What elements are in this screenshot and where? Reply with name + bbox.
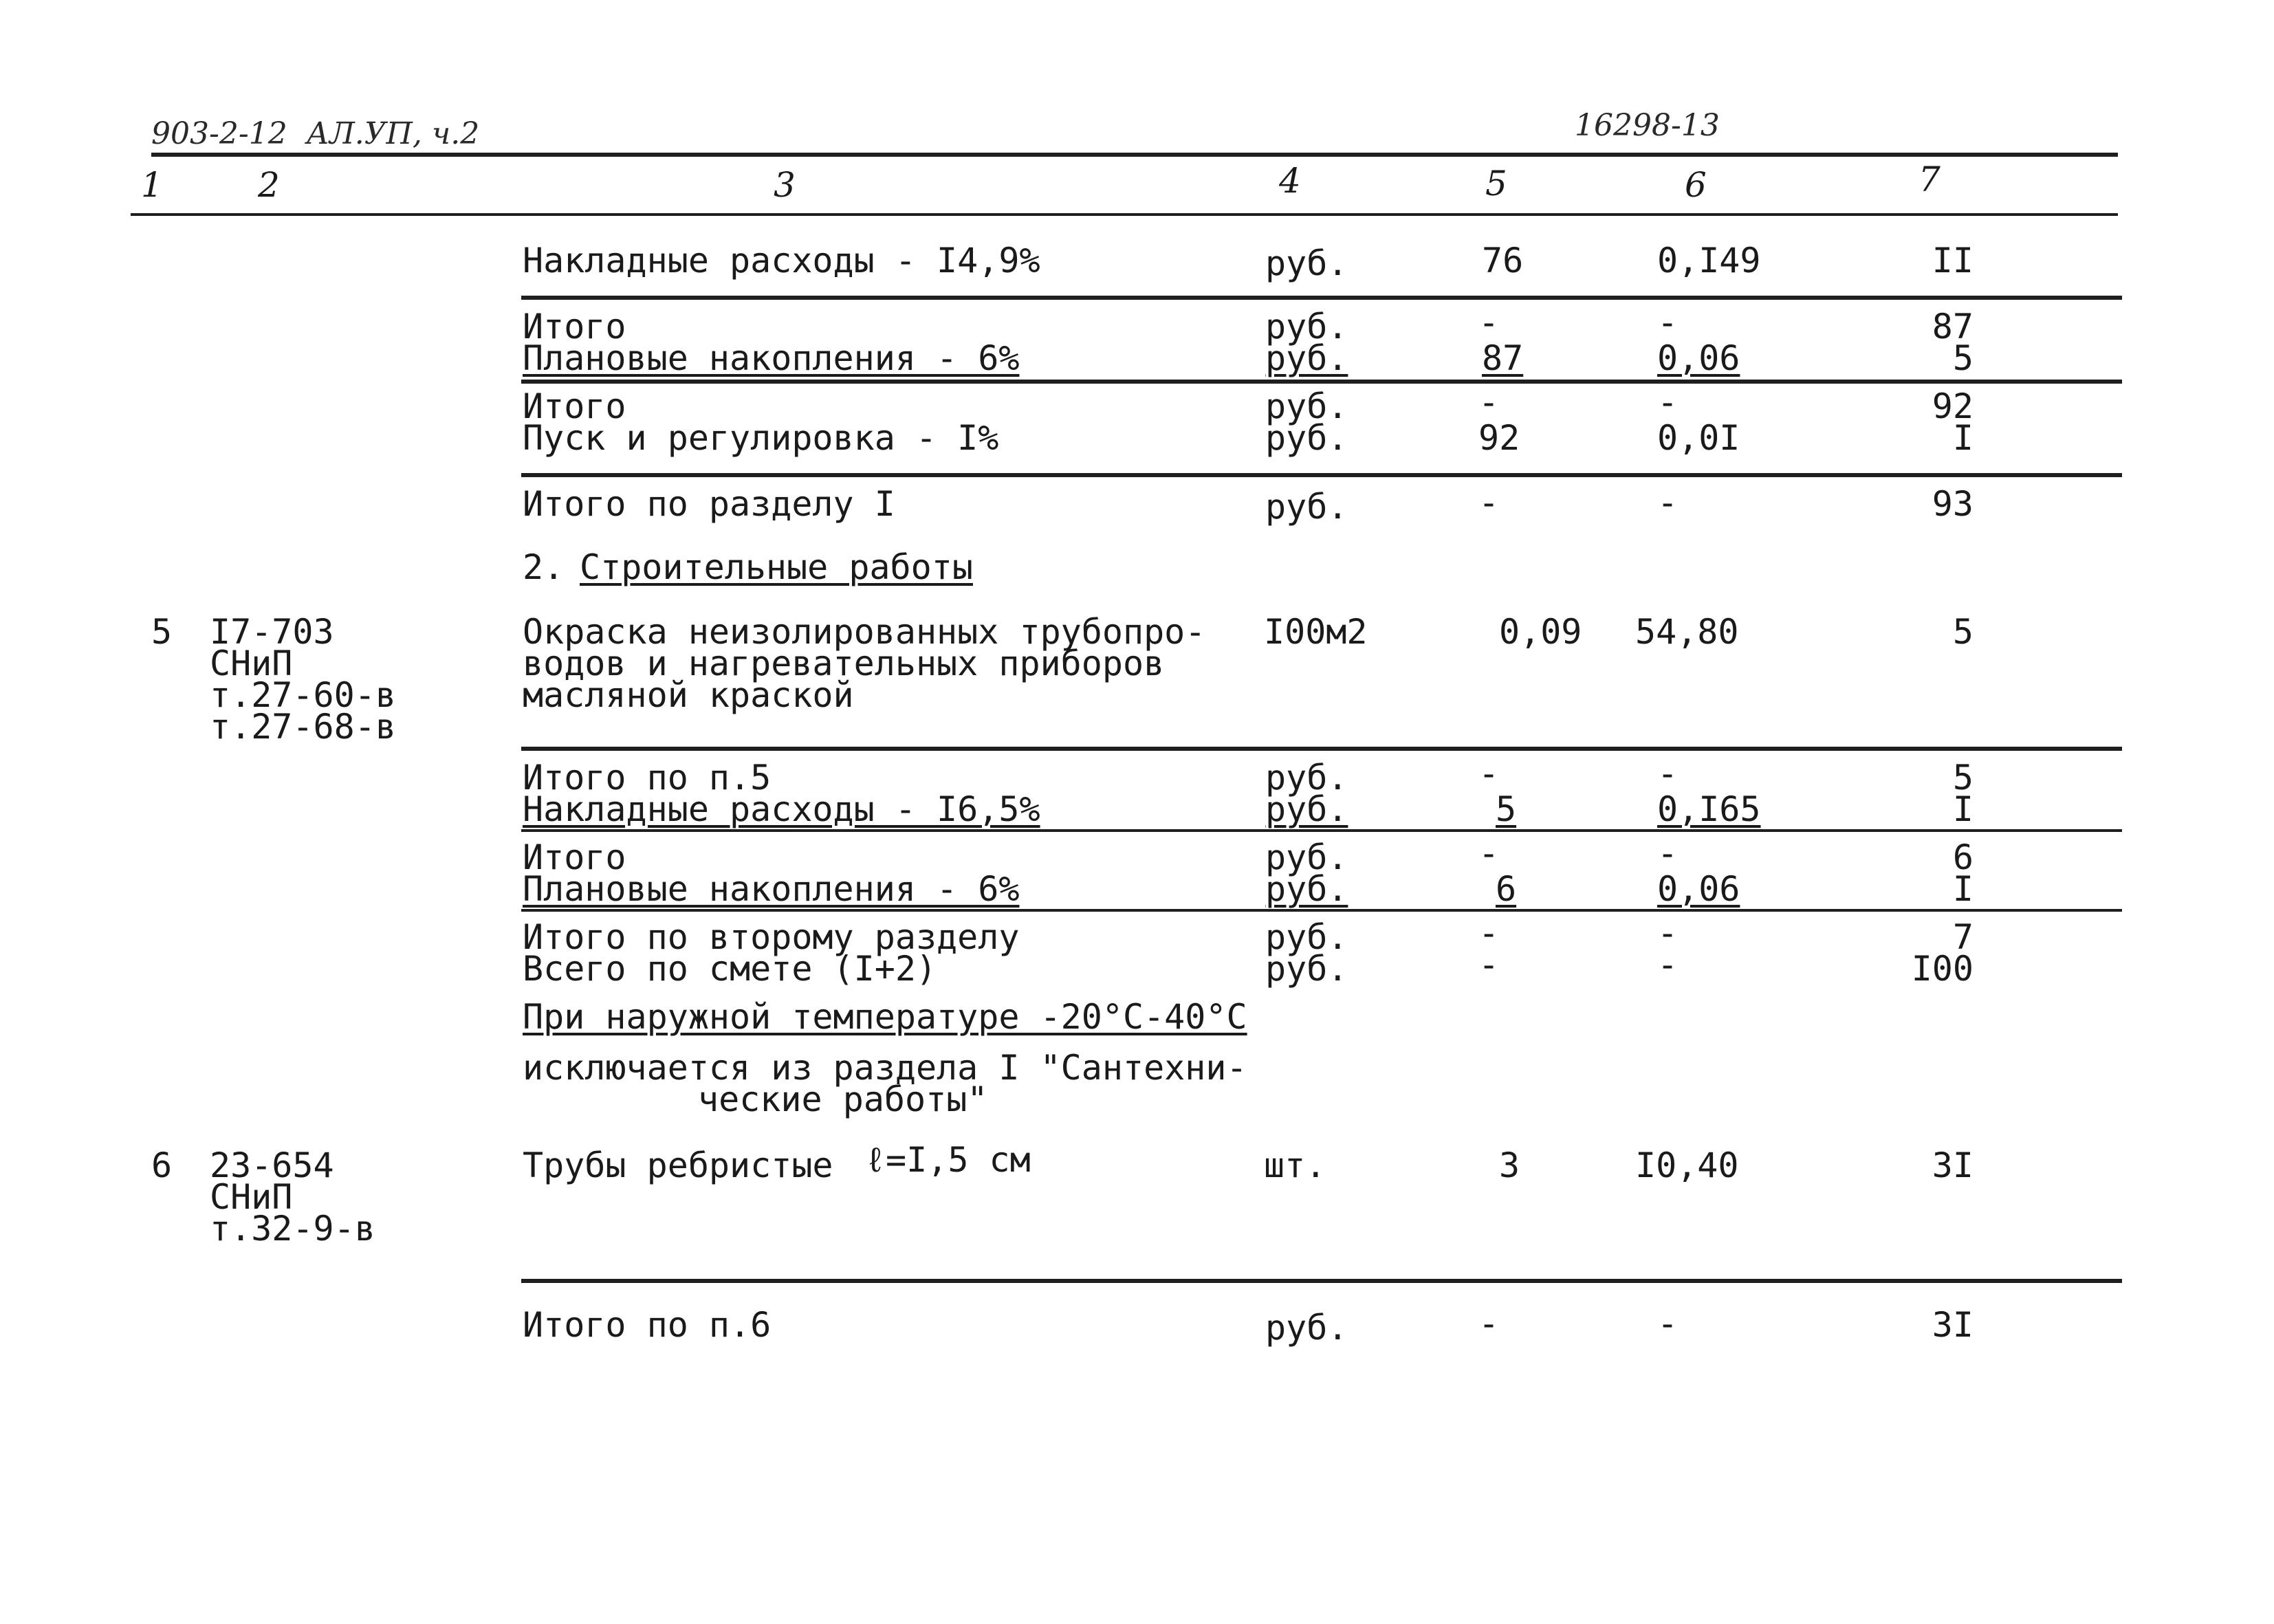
row-6-code: 23-654 bbox=[210, 1145, 334, 1185]
row-subtotal-name: Итого bbox=[523, 386, 626, 426]
col-2-header: 2 bbox=[258, 165, 280, 205]
rule bbox=[521, 909, 2122, 912]
col-3-header: 3 bbox=[774, 165, 796, 205]
header-rule-top bbox=[151, 153, 2118, 157]
section-2-number: 2. bbox=[523, 547, 565, 587]
rule bbox=[521, 829, 2122, 832]
row-5-name-line: масляной краской bbox=[523, 675, 854, 715]
row-5-unit: I00м2 bbox=[1264, 612, 1368, 652]
row-p5-total-name: Итого по п.5 bbox=[523, 758, 772, 798]
handwritten-ref: 16298-13 bbox=[1575, 108, 1720, 143]
exclude-note-line: исключается из раздела I "Сантехни- bbox=[523, 1048, 1247, 1088]
row-5-code: т.27-60-в bbox=[210, 675, 396, 715]
row-planned-savings-total: I bbox=[1952, 869, 1974, 909]
row-section1-total-qty: - bbox=[1478, 483, 1500, 523]
row-p5-total-price: - bbox=[1657, 754, 1679, 793]
row-section2-total-price: - bbox=[1657, 913, 1679, 953]
row-planned-savings-name: Плановые накопления - 6% bbox=[523, 869, 1020, 909]
row-subtotal-name: Итого bbox=[523, 837, 626, 877]
row-startup-unit: руб. bbox=[1265, 418, 1348, 458]
row-overhead-price: 0,I49 bbox=[1657, 241, 1761, 281]
row-p5-total-total: 5 bbox=[1952, 758, 1974, 798]
row-6-name: Трубы ребристые bbox=[523, 1145, 833, 1185]
row-section1-total-price: - bbox=[1657, 483, 1679, 523]
row-overhead-2-total: I bbox=[1952, 789, 1974, 829]
row-startup-total: I bbox=[1952, 418, 1974, 458]
row-subtotal-qty: - bbox=[1478, 382, 1500, 422]
row-p5-total-unit: руб. bbox=[1265, 758, 1348, 798]
row-overhead-name: Накладные расходы - I4,9% bbox=[523, 241, 1040, 281]
col-5-header: 5 bbox=[1485, 164, 1507, 204]
row-grand-total-total: I00 bbox=[1911, 949, 1974, 989]
row-5-qty: 0,09 bbox=[1499, 612, 1582, 652]
row-6-total: 3I bbox=[1932, 1145, 1974, 1185]
row-planned-savings-total: 5 bbox=[1952, 338, 1974, 378]
row-overhead-qty: 76 bbox=[1482, 241, 1524, 281]
row-planned-savings-price: 0,06 bbox=[1657, 869, 1740, 909]
row-startup-name: Пуск и регулировка - I% bbox=[523, 418, 999, 458]
rule bbox=[521, 1279, 2122, 1283]
row-subtotal-qty: - bbox=[1478, 303, 1500, 342]
row-5-total: 5 bbox=[1952, 612, 1974, 652]
row-grand-total-qty: - bbox=[1478, 945, 1500, 985]
doc-code: 903-2-12 АЛ.УП, ч.2 bbox=[151, 116, 480, 151]
col-1-header: 1 bbox=[141, 165, 163, 205]
row-planned-savings-name: Плановые накопления - 6% bbox=[523, 338, 1020, 378]
col-6-header: 6 bbox=[1685, 165, 1707, 205]
header-rule-bottom bbox=[131, 213, 2118, 216]
row-6-name-param: ℓ=I,5 см bbox=[865, 1140, 1031, 1180]
row-5-number: 5 bbox=[151, 612, 173, 652]
row-subtotal-name: Итого bbox=[523, 307, 626, 347]
row-6-code: т.32-9-в bbox=[210, 1209, 375, 1249]
row-section2-total-qty: - bbox=[1478, 913, 1500, 953]
row-overhead-unit: руб. bbox=[1265, 243, 1348, 283]
row-5-code: I7-703 bbox=[210, 612, 334, 652]
row-overhead-2-name: Накладные расходы - I6,5% bbox=[523, 789, 1040, 829]
row-startup-qty: 92 bbox=[1478, 418, 1520, 458]
row-5-price: 54,80 bbox=[1635, 612, 1739, 652]
rule bbox=[521, 296, 2122, 300]
row-subtotal-price: - bbox=[1657, 303, 1679, 342]
row-section1-total-unit: руб. bbox=[1265, 487, 1348, 527]
temperature-note: При наружной температуре -20°С-40°С bbox=[523, 997, 1247, 1037]
row-grand-total-price: - bbox=[1657, 945, 1679, 985]
row-section2-total-name: Итого по второму разделу bbox=[523, 917, 1020, 957]
row-p5-total-qty: - bbox=[1478, 754, 1500, 793]
row-6-price: I0,40 bbox=[1635, 1145, 1739, 1185]
row-subtotal-price: - bbox=[1657, 382, 1679, 422]
rule bbox=[521, 380, 2122, 384]
row-section2-total-total: 7 bbox=[1952, 917, 1974, 957]
section-2-title: Строительные работы bbox=[580, 547, 973, 587]
row-planned-savings-qty: 6 bbox=[1496, 869, 1517, 909]
row-section2-total-unit: руб. bbox=[1265, 917, 1348, 957]
row-6-code: СНиП bbox=[210, 1177, 293, 1217]
row-planned-savings-qty: 87 bbox=[1482, 338, 1524, 378]
row-planned-savings-price: 0,06 bbox=[1657, 338, 1740, 378]
row-planned-savings-unit: руб. bbox=[1265, 869, 1348, 909]
row-p6-total-qty: - bbox=[1478, 1304, 1500, 1343]
exclude-note-line: ческие работы" bbox=[698, 1079, 988, 1119]
row-6-unit: шт. bbox=[1264, 1145, 1326, 1185]
row-p6-total-price: - bbox=[1657, 1304, 1679, 1343]
row-planned-savings-unit: руб. bbox=[1265, 338, 1348, 378]
row-subtotal-unit: руб. bbox=[1265, 386, 1348, 426]
row-grand-total-name: Всего по смете (I+2) bbox=[523, 949, 937, 989]
col-7-header: 7 bbox=[1918, 160, 1940, 199]
row-overhead-2-qty: 5 bbox=[1496, 789, 1517, 829]
row-overhead-2-unit: руб. bbox=[1265, 789, 1348, 829]
row-subtotal-unit: руб. bbox=[1265, 837, 1348, 877]
row-section1-total-total: 93 bbox=[1932, 484, 1974, 524]
row-p6-total-name: Итого по п.6 bbox=[523, 1305, 772, 1345]
rule bbox=[521, 747, 2122, 751]
row-overhead-total: II bbox=[1932, 241, 1974, 281]
row-p6-total-total: 3I bbox=[1932, 1305, 1974, 1345]
row-subtotal-unit: руб. bbox=[1265, 307, 1348, 347]
rule bbox=[521, 473, 2122, 477]
row-startup-price: 0,0I bbox=[1657, 418, 1740, 458]
row-6-number: 6 bbox=[151, 1145, 173, 1185]
row-5-name-line: водов и нагревательных приборов bbox=[523, 644, 1165, 683]
row-section1-total-name: Итого по разделу I bbox=[523, 484, 895, 524]
row-5-code: СНиП bbox=[210, 644, 293, 683]
row-subtotal-qty: - bbox=[1478, 833, 1500, 873]
row-overhead-2-price: 0,I65 bbox=[1657, 789, 1761, 829]
row-5-code: т.27-68-в bbox=[210, 707, 396, 747]
row-6-qty: 3 bbox=[1499, 1145, 1520, 1185]
row-5-name-line: Окраска неизолированных трубопро- bbox=[523, 612, 1206, 652]
row-subtotal-price: - bbox=[1657, 833, 1679, 873]
row-subtotal-total: 6 bbox=[1952, 837, 1974, 877]
row-subtotal-total: 92 bbox=[1932, 386, 1974, 426]
row-p6-total-unit: руб. bbox=[1265, 1308, 1348, 1348]
col-4-header: 4 bbox=[1279, 161, 1301, 201]
row-grand-total-unit: руб. bbox=[1265, 949, 1348, 989]
row-subtotal-total: 87 bbox=[1932, 307, 1974, 347]
